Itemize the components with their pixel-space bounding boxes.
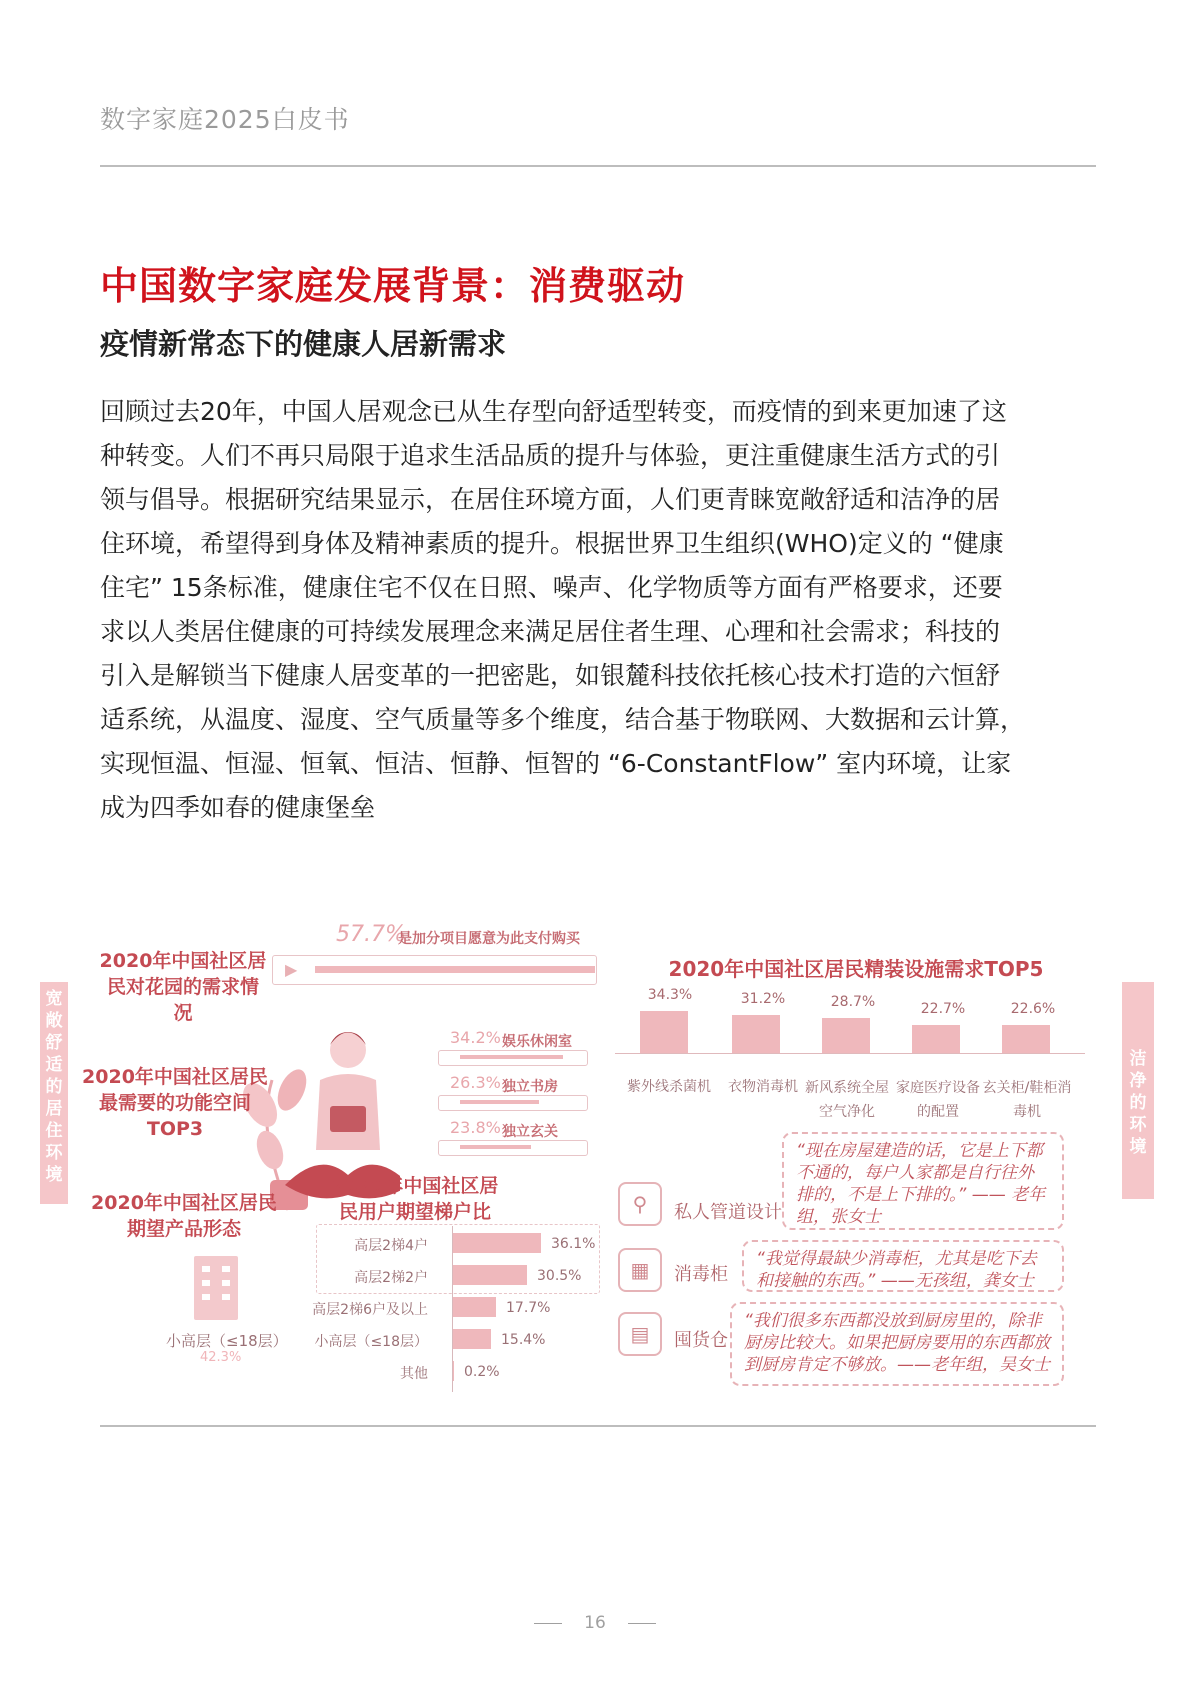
ladder-label: 高层2梯6户及以上 (312, 1302, 428, 1318)
top5-label: 衣物消毒机 (728, 1079, 798, 1095)
top5-bar (732, 1015, 780, 1053)
paragraph-line: 适系统，从温度、湿度、空气质量等多个维度，结合基于物联网、大数据和云计算， (100, 705, 1026, 734)
ladder-bar (453, 1265, 527, 1285)
paragraph-line: 引入是解锁当下健康人居变革的一把密匙，如银麓科技依托核心技术打造的六恒舒 (100, 661, 1001, 690)
feature-quote: “我觉得最缺少消毒柜，尤其是吃下去和接触的东西。” ——无孩组，龚女士 (742, 1240, 1064, 1292)
function-space-value: 26.3% (450, 1073, 501, 1092)
function-space-value: 23.8% (450, 1118, 501, 1137)
paragraph-line: 成为四季如春的健康堡垒 (100, 793, 376, 822)
ladder-bar (453, 1329, 491, 1349)
function-space-bar (460, 1100, 539, 1104)
top5-bar (1002, 1025, 1050, 1053)
function-space-title: 2020年中国社区居民最需要的功能空间TOP3 (82, 1066, 268, 1140)
top5-value: 31.2% (740, 991, 786, 1007)
ladder-value: 15.4% (501, 1332, 546, 1348)
top5-value: 34.3% (647, 987, 693, 1003)
feature-label: 消毒柜 (674, 1264, 728, 1285)
top5-bar (640, 1011, 688, 1053)
right-side-tab-label: 洁净的环境 (1129, 1049, 1147, 1157)
paragraph-line: 实现恒温、恒湿、恒氧、恒洁、恒静、恒智的 “6-ConstantFlow” 室内环境，让家 (100, 749, 1012, 778)
function-space-label: 娱乐休闲室 (502, 1034, 572, 1050)
top5-baseline (615, 1053, 1085, 1054)
ladder-label: 小高层（≤18层） (314, 1334, 428, 1350)
function-space-value: 34.2% (450, 1028, 501, 1047)
right-side-tab (1122, 982, 1154, 1199)
function-space-label: 独立玄关 (502, 1124, 558, 1140)
top5-title: 2020年中国社区居民精装设施需求TOP5 (668, 957, 1044, 981)
page-number-value: 16 (584, 1613, 606, 1633)
ladder-value: 0.2% (464, 1364, 500, 1380)
ladder-value: 30.5% (537, 1268, 582, 1284)
function-space-label: 独立书房 (502, 1079, 558, 1095)
sterilizer-cabinet-icon: ▦ (618, 1248, 662, 1292)
top5-label: 新风系统全屋 空气净化 (805, 1080, 889, 1120)
top5-value: 22.7% (920, 1001, 966, 1017)
header-divider (100, 165, 1096, 167)
ladder-value: 36.1% (551, 1236, 596, 1252)
footer-divider (100, 1425, 1096, 1427)
feature-quote: “现在房屋建造的话，它是上下都不通的，每户人家都是自行往外排的，不是上下排的。” —— 老年组，张女士 (782, 1132, 1064, 1230)
infographic (40, 900, 1150, 1400)
page-number-dash-right (628, 1623, 656, 1624)
ladder-label: 高层2梯4户 (354, 1238, 428, 1254)
feature-label: 囤货仓 (674, 1330, 728, 1351)
ladder-bar (453, 1297, 496, 1317)
storage-icon: ▤ (618, 1312, 662, 1356)
ladder-bar (453, 1233, 541, 1253)
ladder-bar (453, 1361, 454, 1381)
function-space-bar (460, 1145, 531, 1149)
paragraph-line: 住宅” 15条标准，健康住宅不仅在日照、噪声、化学物质等方面有严格要求，还要 (100, 573, 1003, 602)
garden-title: 2020年中国社区居民对花园的需求情况 (99, 950, 267, 1024)
ladder-label: 高层2梯2户 (354, 1270, 428, 1286)
pipe-icon: ⚲ (618, 1182, 662, 1226)
paragraph-line: 领与倡导。根据研究结果显示，在居住环境方面，人们更青睐宽敞舒适和洁净的居 (100, 485, 1001, 514)
feature-quote: “我们很多东西都没放到厨房里的，除非厨房比较大。如果把厨房要用的东西都放到厨房肯定不够放。——老年组，吴女士 (730, 1302, 1064, 1386)
page-number (0, 1613, 1190, 1633)
top5-label: 家庭医疗设备 的配置 (896, 1080, 980, 1120)
top5-bar (912, 1025, 960, 1053)
product-form-title: 2020年中国社区居民期望产品形态 (91, 1192, 277, 1240)
top5-label: 玄关柜/鞋柜消 毒机 (982, 1080, 1072, 1120)
play-icon: ▶ (285, 960, 298, 979)
page-number-dash-left (534, 1623, 562, 1624)
paragraph-line: 种转变。人们不再只局限于追求生活品质的提升与体验，更注重健康生活方式的引 (100, 441, 1001, 470)
left-side-tab (40, 982, 68, 1204)
left-side-tab-label: 宽敞舒适的居住环境 (45, 989, 63, 1185)
top5-bar (822, 1018, 870, 1053)
product-form-label: 小高层（≤18层） (166, 1332, 288, 1350)
body-paragraph (100, 390, 1096, 830)
ladder-ratio-title: 2020年中国社区居民用户期望梯户比 (331, 1175, 499, 1223)
top5-value: 22.6% (1010, 1001, 1056, 1017)
running-header: 数字家庭2025白皮书 (100, 105, 350, 134)
section-subtitle: 疫情新常态下的健康人居新需求 (100, 327, 507, 361)
feature-label: 私人管道设计 (674, 1202, 782, 1223)
paragraph-line: 求以人类居住健康的可持续发展理念来满足居住者生理、心理和社会需求；科技的 (100, 617, 1001, 646)
ladder-value: 17.7% (506, 1300, 551, 1316)
function-space-bar (460, 1055, 563, 1059)
product-form-value: 42.3% (200, 1350, 242, 1365)
top5-value: 28.7% (830, 994, 876, 1010)
paragraph-line: 回顾过去20年，中国人居观念已从生存型向舒适型转变，而疫情的到来更加速了这 (100, 397, 1007, 426)
ladder-label: 其他 (400, 1366, 428, 1382)
garden-bar (315, 966, 595, 973)
garden-value: 57.7% (336, 922, 406, 947)
top5-label: 紫外线杀菌机 (627, 1079, 711, 1095)
garden-label: 是加分项目愿意为此支付购买 (398, 931, 580, 947)
page-title: 中国数字家庭发展背景：消费驱动 (100, 264, 686, 308)
paragraph-line: 住环境，希望得到身体及精神素质的提升。根据世界卫生组织(WHO)定义的 “健康 (100, 529, 1004, 558)
